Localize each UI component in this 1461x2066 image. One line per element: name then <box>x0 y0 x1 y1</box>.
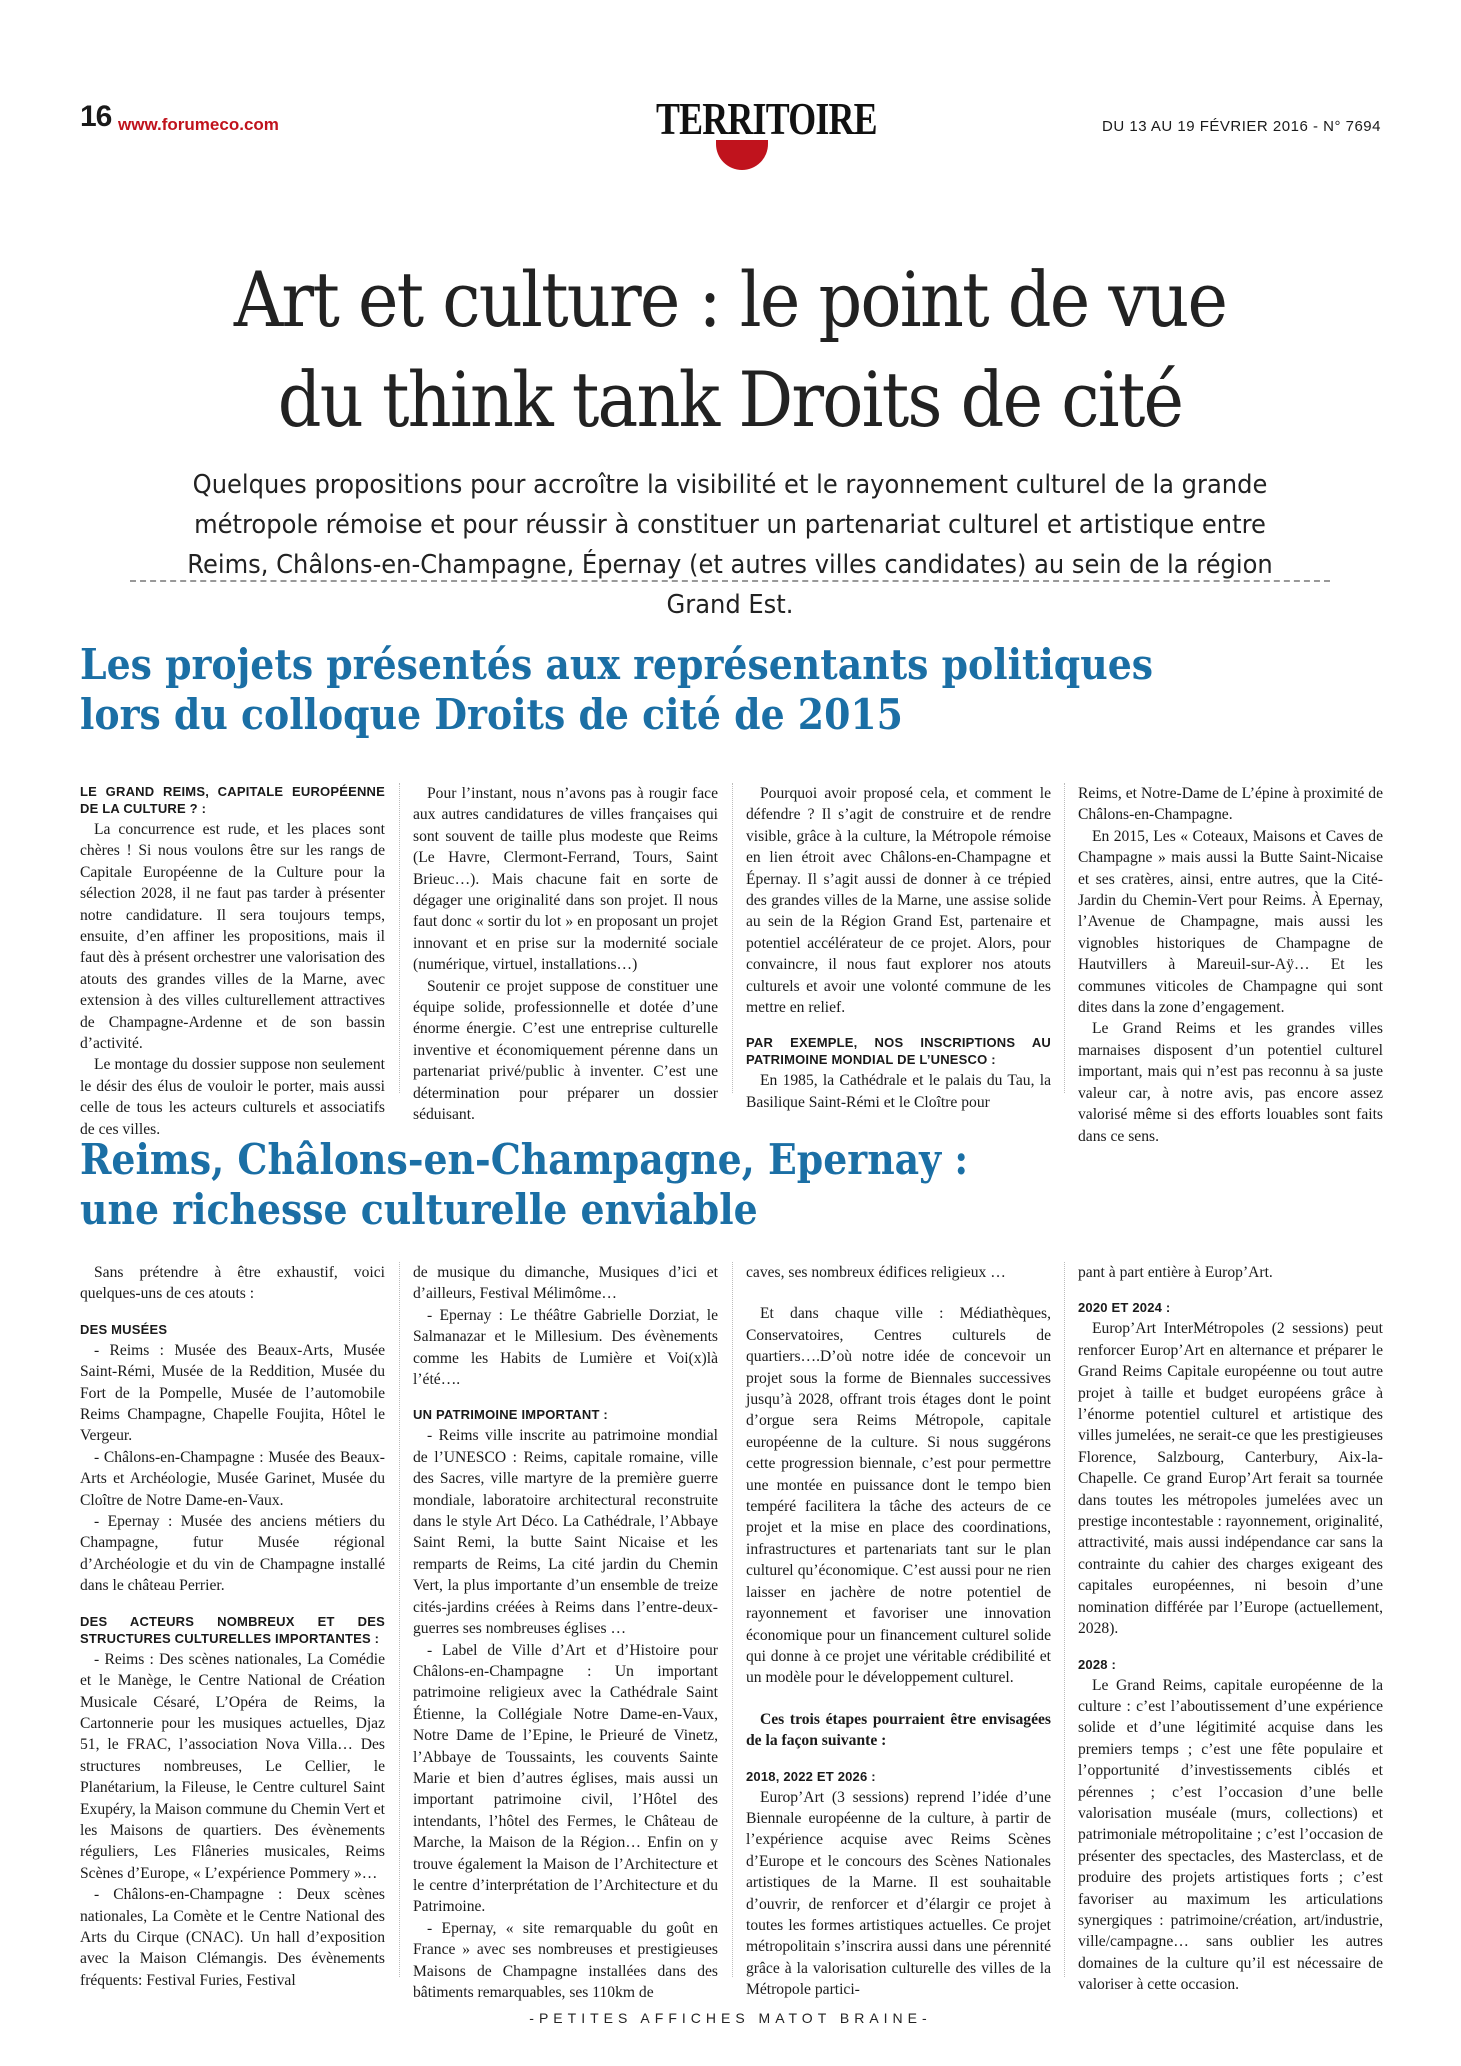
headline-line-1: Art et culture : le point de vue <box>233 255 1227 344</box>
section-title: TERRITOIRE <box>655 93 877 144</box>
article1-column-4 <box>1078 783 1383 1147</box>
article2-title-line-2: une richesse culturelle enviable <box>80 1185 758 1234</box>
paragraph: Pour l’instant, nous n’avons pas à rougir face aux autres candidatures de villes françaises qui sont souvent de taille plus modeste que Reims (Le Havre, Clermont-Ferrand, Tours, Saint Brieuc…). Mais chacune fait en sorte de dégager une originalité dans son projet. Il nous faut donc « sortir du lot » en proposant un projet innovant et en prise sur la modernité sociale (numérique, virtuel, installations…) <box>413 785 718 974</box>
article2-title <box>80 1135 1070 1235</box>
column-divider <box>1064 1262 1065 1977</box>
article1-title <box>80 640 1160 740</box>
paragraph: Europ’Art (3 sessions) reprend l’idée d’une Biennale européenne de la culture, à partir de l’expérience acquise avec Reims Scènes d’Europe et le concours des Scènes Nationales artistiques de la Marne. Il est souhaitable d’ouvrir, de renforcer et d’élargir ce projet à toutes les formes artistiques actuelles. Ce projet métropolitain s’inscrira aussi dans une pérennité grâce à la valorisation culturelle des villes de la Métropole partici- <box>746 1788 1051 1999</box>
article1-column-2 <box>413 783 718 1126</box>
subheading: 2028 : <box>1078 1656 1117 1672</box>
paragraph: Sans prétendre à être exhaustif, voici quelques-uns de ces atouts : <box>80 1264 385 1303</box>
subheading: PAR EXEMPLE, NOS INSCRIPTIONS AU PATRIMOINE MONDIAL DE L’UNESCO : <box>746 1035 1051 1068</box>
subheading: DES ACTEURS NOMBREUX ET DES STRUCTURES CULTURELLES IMPORTANTES : <box>80 1613 385 1646</box>
paragraph: - Epernay : Musée des anciens métiers du Champagne, futur Musée régional d’Archéologie et du vin de Champagne installé dans le château Perrier. <box>80 1513 385 1595</box>
paragraph: - Châlons-en-Champagne : Deux scènes nationales, La Comète et le Centre National des Arts du Cirque (CNAC). Un hall d’exposition avec la Maison Clémangis. Des évènements fréquents: Festival Furies, Festival <box>80 1886 385 1989</box>
section-logo <box>632 92 877 172</box>
site-url-link[interactable]: www.forumeco.com <box>118 115 279 134</box>
subheading: DES MUSÉES <box>80 1321 168 1337</box>
paragraph: pant à part entière à Europ’Art. <box>1078 1264 1273 1281</box>
paragraph: - Reims ville inscrite au patrimoine mondial de l’UNESCO : Reims, capitale romaine, ville des Sacres, ville martyre de la première guerre mondiale, laboratoire architectural reconstruite dans le style Art Déco. La Cathédrale, l’Abbaye Saint Remi, la butte Saint Nicaise et les remparts de Reims, La cité jardin du Chemin Vert, la plus importante d’un ensemble de treize cités-jardins créées à Reims dans l’entre-deux-guerres ses nombreuses églises … <box>413 1427 718 1638</box>
paragraph: - Label de Ville d’Art et d’Histoire pour Châlons-en-Champagne : Un important patrimoine religieux avec la Cathédrale Saint Étienne, la Collégiale Notre Dame-en-Vaux, Notre Dame de l’Epine, le Prieuré de Vinetz, l’Abbaye de Toussaints, les couvents Sainte Marie et bien d’autres églises, mais aussi un important patrimoine civil, l’Hôtel des intendants, l’hôtel des Fermes, le Château de Marche, la Maison de la Région… Enfin on y trouve également la Maison de l’Architecture et le centre d’interprétation de l’Architecture et du Patrimoine. <box>413 1641 718 1916</box>
column-divider <box>399 783 400 1093</box>
column-divider <box>399 1262 400 1977</box>
paragraph: Pourquoi avoir proposé cela, et comment le défendre ? Il s’agit de construire et de rendre visible, grâce à la culture, la Métropole rémoise en lien étroit avec Châlons-en-Champagne et Épernay. Il s’agit aussi de donner à ce trépied des grandes villes de la Marne, une assise solide au sein de la Région Grand Est, partenaire et potentiel accélérateur de ce projet. Alors, pour convaincre, il nous faut explorer nos atouts culturels et avoir une volonté commune de les mettre en relief. <box>746 785 1051 1017</box>
page-number: 16 <box>80 100 112 133</box>
intro-paragraph: Quelques propositions pour accroître la visibilité et le rayonnement culturel de la grande métropole rémoise et pour réussir à constituer un partenariat culturel et artistique entre Reims, Châlons-en-Champagne, Épernay (et autres villes candidates) au sein de la région Grand Est. <box>187 470 1273 620</box>
headline-line-2: du think tank Droits de cité <box>277 355 1183 444</box>
article2-column-2 <box>413 1262 718 2003</box>
subheading: LE GRAND REIMS, CAPITALE EUROPÉENNE DE LA CULTURE ? : <box>80 784 385 816</box>
paragraph: En 2015, Les « Coteaux, Maisons et Caves de Champagne » mais aussi la Butte Saint-Nicaise et ses cratères, ainsi, entre autres, que la Cité-Jardin du Chemin-Vert pour Reims. À Epernay, l’Avenue de Champagne, mais aussi les vignobles historiques de Champagne de Hautvillers à Mareuil-sur-Aÿ… Et les communes viticoles de Champagne qui sont dites dans la zone d’engagement. <box>1078 827 1383 1017</box>
main-headline <box>145 250 1315 450</box>
paragraph: En 1985, la Cathédrale et le palais du Tau, la Basilique Saint-Rémi et le Cloître pour <box>746 1072 1051 1111</box>
paragraph: Europ’Art InterMétropoles (2 sessions) peut renforcer Europ’Art en alternance et préparer le Grand Reims Capitale européenne ou tout autre projet à taille et budget européens grâce à l’énorme potentiel culturel et artistique des villes jumelées, ne serait-ce que les prestigieuses Florence, Salzbourg, Canterbury, Aix-la-Chapelle. Ce grand Europ’Art ferait sa tournée dans toutes les métropoles jumelées avec un prestige incontestable : rayonnement, originalité, attractivité, mais aussi indépendance car sans la contrainte du cahier des charges exigeant des capitales européennes, ni besoin d’une nomination différée par l’Europe (actuellement, 2028). <box>1078 1320 1383 1638</box>
paragraph: Le montage du dossier suppose non seulement le désir des élus de vouloir le porter, mais aussi celle de tous les acteurs culturels et associatifs de ces villes. <box>80 1056 385 1138</box>
subheading: UN PATRIMOINE IMPORTANT : <box>413 1407 608 1423</box>
paragraph: Et dans chaque ville : Médiathèques, Conservatoires, Centres culturels de quartiers….D’où notre idée de concevoir un projet sous la forme de Biennales successives jusqu’à 2028, offrant trois étages dont le point d’orgue sera Reims Métropole, capitale européenne de la culture. Si nous suggérons cette progression biennale, c’est pour permettre une montée en puissance dont le tempo bien tempéré facilitera la tâche des acteurs de ce projet et la mise en place des coordinations, infrastructures et partenariats tant sur le plan culturel qu’économique. C’est aussi pour ne rien laisser en jachère de notre potentiel de rayonnement et favoriser une innovation économique pour un financement culturel solide qui donne à ce projet une véritable crédibilité et un modèle pour le développement culturel. <box>746 1305 1051 1687</box>
footer-text: PETITES AFFICHES MATOT BRAINE <box>538 2010 923 2026</box>
page-footer: -PETITES AFFICHES MATOT BRAINE- <box>529 2010 932 2026</box>
article1-column-3 <box>746 783 1051 1113</box>
paragraph: - Châlons-en-Champagne : Musée des Beaux-Arts et Archéologie, Musée Garinet, Musée du Cloître de Notre Dame-en-Vaux. <box>80 1448 385 1509</box>
paragraph: Le Grand Reims, capitale européenne de la culture : c’est l’aboutissement d’une expérience solide et d’une légitimité acquise dans les premiers temps ; c’est une fête populaire et l’opportunité d’investissements ciblés et pérennes ; c’est l’occasion d’une belle valorisation muséale (murs, collections) et patrimoniale métropolitaine ; c’est l’occasion de présenter des spectacles, des Masterclass, et de produire des projets artistiques forts ; c’est favoriser au maximum les articulations synergiques : patrimoine/création, art/industrie, ville/campagne… sans oublier les autres domaines de la culture qu’il est nécessaire de valoriser à cette occasion. <box>1078 1676 1383 1994</box>
article2-title-line-1: Reims, Châlons-en-Champagne, Epernay : <box>80 1135 969 1184</box>
subheading: 2020 ET 2024 : <box>1078 1300 1171 1316</box>
paragraph: La concurrence est rude, et les places sont chères ! Si nous voulons être sur les rangs de Capitale Européenne de la Culture pour la sélection 2028, il ne faut pas tarder à présenter notre candidature. Il sera toujours temps, ensuite, d’en affiner les propositions, mais il faut dès à présent orchestrer une valorisation des atouts des grandes villes de la Marne, avec extension à des villes culturellement attractives de Champagne-Ardenne et de son bassin d’activité. <box>80 821 385 1053</box>
paragraph: - Reims : Des scènes nationales, La Comédie et le Manège, le Centre National de Création Musicale Césaré, L’Opéra de Reims, la Cartonnerie pour les musiques actuelles, Djaz 51, le FRAC, l’association Nova Villa… Des structures nombreuses, Le Cellier, le Planétarium, la Fileuse, le Centre culturel Saint Exupéry, la Maison commune du Chemin Vert et les Maisons de quartiers. Des évènements réguliers, Les Flâneries musicales, Reims Scènes d’Europe, « L’expérience Pommery »… <box>80 1650 385 1882</box>
column-divider <box>732 783 733 1093</box>
article1-title-line-1: Les projets présentés aux représentants politiques <box>80 640 1154 689</box>
paragraph: Reims, et Notre-Dame de L’épine à proximité de Châlons-en-Champagne. <box>1078 785 1383 824</box>
subheading: 2018, 2022 ET 2026 : <box>746 1768 876 1784</box>
paragraph: Le Grand Reims et les grandes villes marnaises disposent d’un potentiel culturel important, mais qui n’est pas reconnu à sa juste valeur car, à notre avis, pas encore assez valorisé même si des efforts louables sont faits dans ce sens. <box>1078 1020 1383 1145</box>
paragraph: - Reims : Musée des Beaux-Arts, Musée Saint-Rémi, Musée de la Reddition, Musée du Fort de la Pompelle, Musée de l’automobile Reims Champagne, Chapelle Foujita, Hôtel le Vergeur. <box>80 1341 385 1445</box>
article1-title-line-2: lors du colloque Droits de cité de 2015 <box>80 690 903 739</box>
issue-date: DU 13 AU 19 FÉVRIER 2016 - N° 7694 <box>1102 118 1381 135</box>
paragraph: - Epernay : Le théâtre Gabrielle Dorziat, le Salmanazar et le Millesium. Des évènements comme les Habits de Lumière et Voi(x)là l’été…. <box>413 1306 718 1389</box>
paragraph: Ces trois étapes pourraient être envisagées de la façon suivante : <box>746 1710 1051 1750</box>
article2-column-3 <box>746 1262 1051 2001</box>
paragraph: - Epernay, « site remarquable du goût en France » avec ses nombreuses et prestigieuses Maisons de Champagne installées dans des bâtiments remarquables, ses 110km de <box>413 1919 718 2001</box>
intro-divider <box>130 580 1330 582</box>
column-divider <box>732 1262 733 1977</box>
article2-column-4 <box>1078 1262 1383 1996</box>
article2-column-1 <box>80 1262 385 1991</box>
column-divider <box>1064 783 1065 1093</box>
paragraph: Soutenir ce projet suppose de constituer une équipe solide, professionnelle et dotée d’une énorme énergie. C’est une entreprise culturelle inventive et économiquement pérenne dans un partenariat privé/public à inventer. C’est une détermination pour préparer un dossier séduisant. <box>413 977 718 1124</box>
paragraph: de musique du dimanche, Musiques d’ici et d’ailleurs, Festival Mélimôme… <box>413 1264 718 1303</box>
article1-column-1 <box>80 783 385 1140</box>
paragraph: caves, ses nombreux édifices religieux … <box>746 1264 1006 1281</box>
